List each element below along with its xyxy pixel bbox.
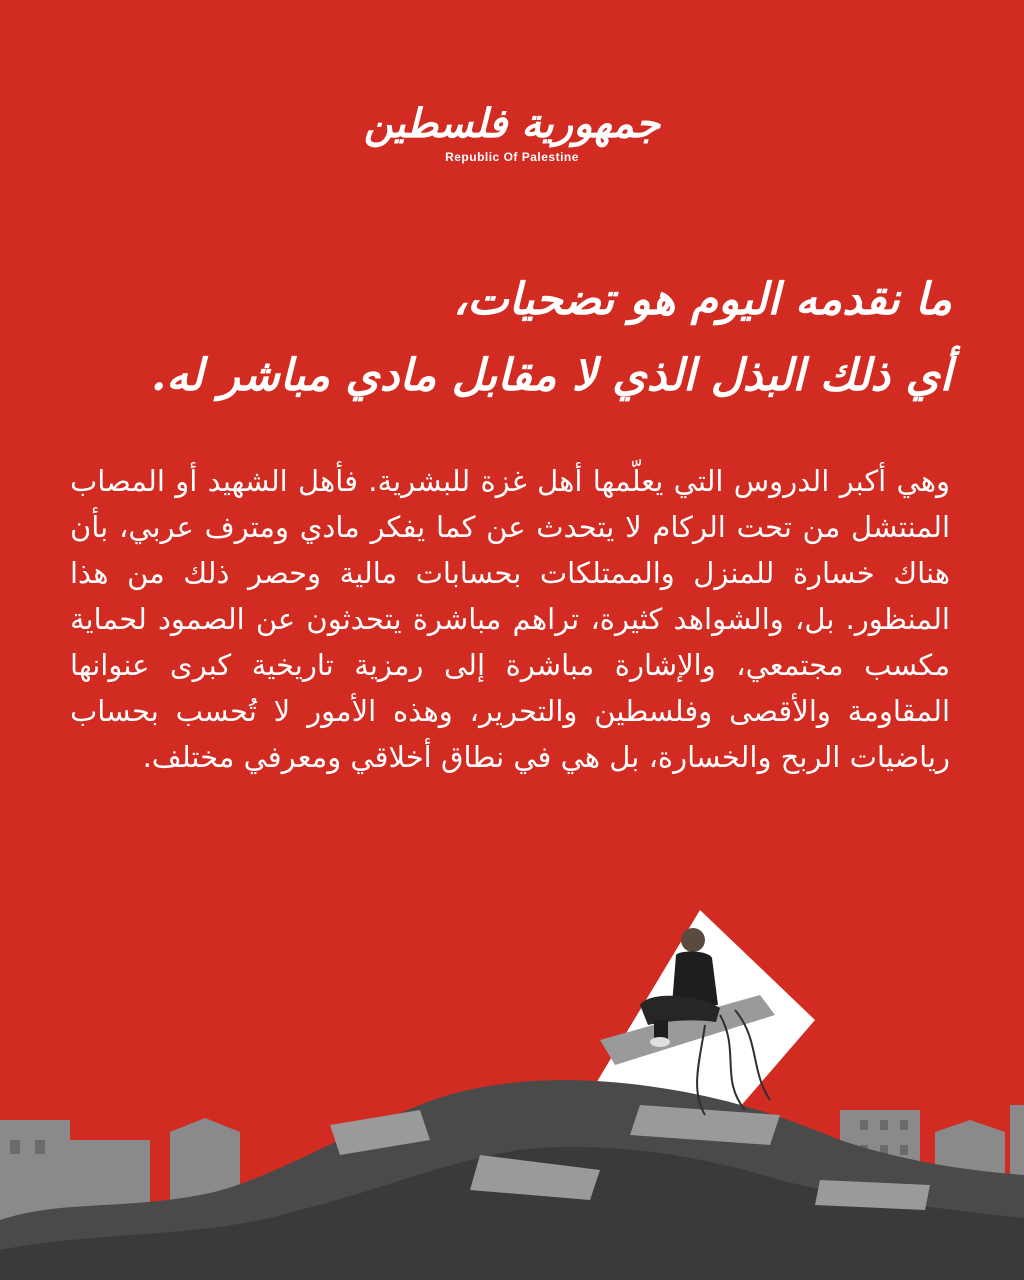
logo-arabic: جمهورية فلسطين	[363, 100, 661, 147]
body-paragraph: وهي أكبر الدروس التي يعلّمها أهل غزة للبشرية. فأهل الشهيد أو المصاب المنتشل من تحت الركام لا يتحدث عن كما يفكر مادي ومترف عربي، بأن هناك خسارة للمنزل والممتلكات بحسابات مالية وحصر ذلك من هذا المنظور. بل، والشواهد كثيرة، تراهم مباشرة يتحدثون عن الصمود لحماية مكسب مجتمعي، والإشارة مباشرة إلى رمزية تاريخية كبرى عنوانها المقاومة والأقصى وفلسطين والتحرير، وهذه الأمور لا تُحسب بحساب رياضيات الربح والخسارة، بل هي في نطاق أخلاقي ومعرفي مختلف.	[70, 464, 950, 774]
rubble-scene-image	[0, 900, 1024, 1280]
logo	[0, 100, 1024, 164]
headline	[52, 262, 952, 414]
headline-line-1: ما نقدمه اليوم هو تضحيات،	[453, 274, 952, 325]
logo-english: Republic Of Palestine	[445, 150, 579, 164]
headline-line-2: أي ذلك البذل الذي لا مقابل مادي مباشر له.	[150, 350, 952, 401]
